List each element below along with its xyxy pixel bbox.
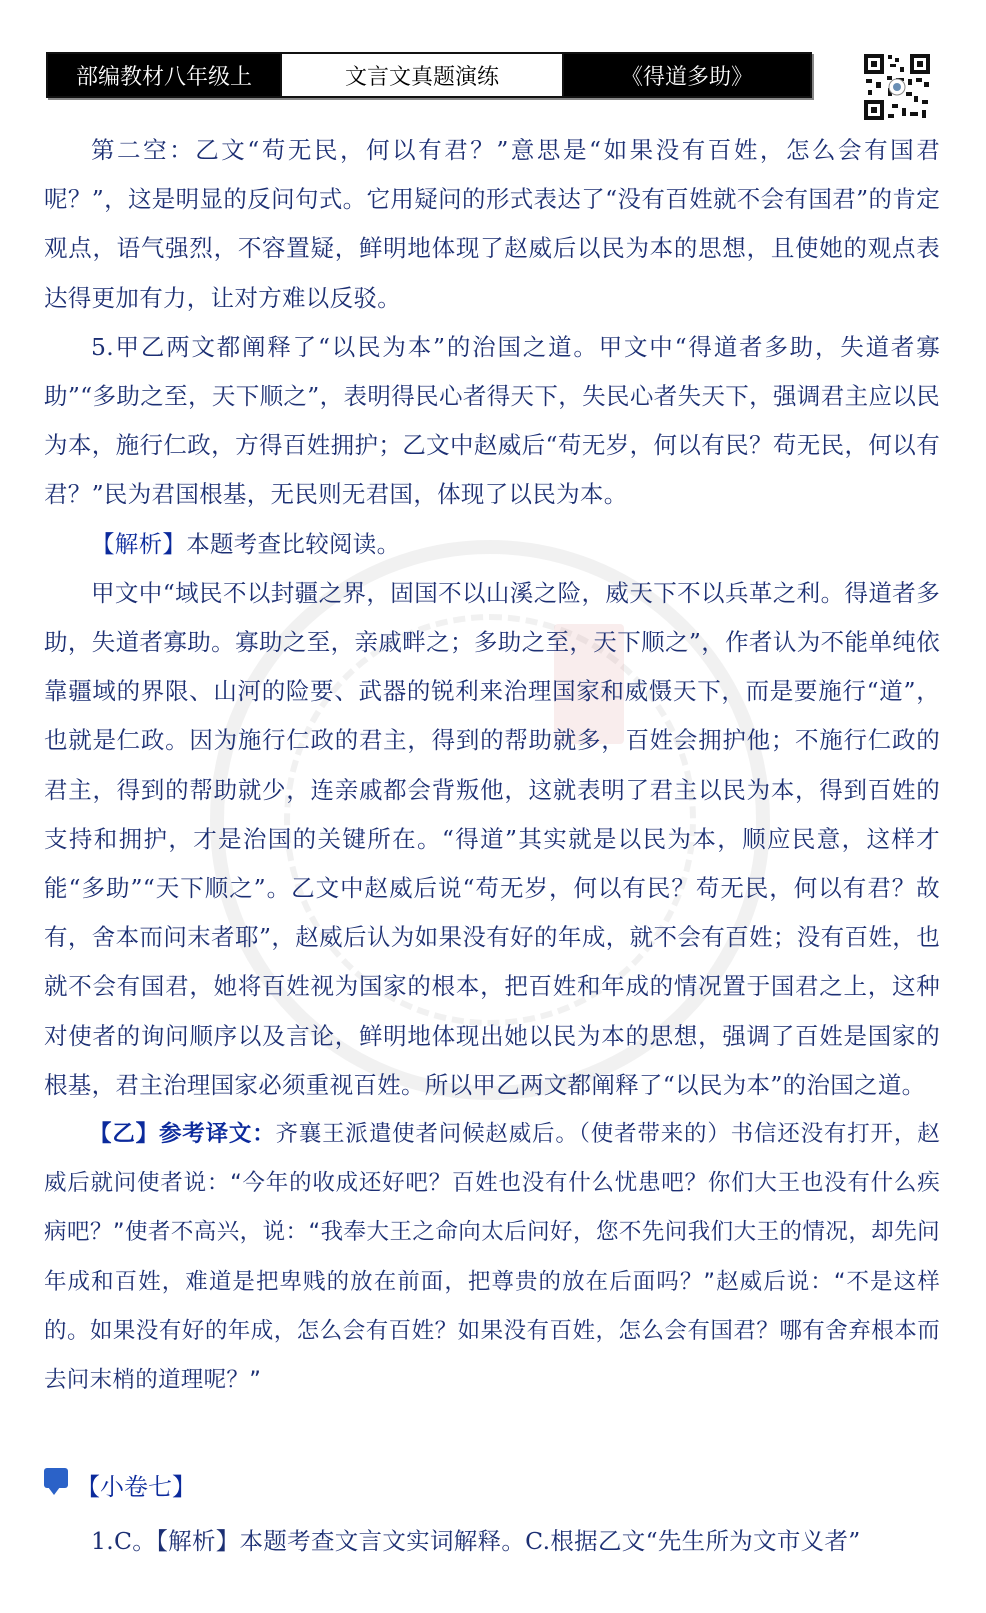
page-header xyxy=(46,52,812,98)
translation-paragraph xyxy=(44,1110,940,1405)
header-lesson-title: 《得道多助》 xyxy=(564,54,810,96)
paragraph: 第二空：乙文“苟无民，何以有君？”意思是“如果没有百姓，怎么会有国君呢？”，这是明显的反问句式。它用疑问的形式表达了“没有百姓就不会有国君”的肯定观点，语气强烈，不容置疑，鲜明地体现了赵威后以民为本的思想，且使她的观点表达得更加有力，让对方难以反驳。 xyxy=(44,136,940,312)
analysis-text: 本题考查比较阅读。 xyxy=(186,529,401,558)
analysis-label: 【解析】 xyxy=(91,529,187,558)
translation-text: 齐襄王派遣使者问候赵威后。（使者带来的）书信还没有打开，赵威后就问使者说：“今年的收成还好吧？百姓也没有什么忧患吧？你们大王也没有什么疾病吧？”使者不高兴，说：“我奉大王之命向太后问好，您不先问我们大王的情况，却先问年成和百姓，难道是把卑贱的放在前面，把尊贵的放在后面吗？”赵威后说：“不是这样的。如果没有好的年成，怎么会有百姓？如果没有百姓，怎么会有国君？哪有舍弃根本而去问末梢的道理呢？” xyxy=(44,1121,940,1394)
paragraph: 甲文中“域民不以封疆之界，固国不以山溪之险，威天下不以兵革之利。得道者多助，失道者寡助。寡助之至，亲戚畔之；多助之至，天下顺之”，作者认为不能单纯依靠疆域的界限、山河的险要、武器的锐利来治理国家和威慑天下，而是要施行“道”，也就是仁政。因为施行仁政的君主，得到的帮助就多，百姓会拥护他；不施行仁政的君主，得到的帮助就少，连亲戚都会背叛他，这就表明了君主以民为本，得到百姓的支持和拥护，才是治国的关键所在。“得道”其实就是以民为本，顺应民意，这样才能“多助”“天下顺之”。乙文中赵威后说“苟无岁，何以有民？苟无民，何以有君？故有，舍本而问末者耶”，赵威后认为如果没有好的年成，就不会有百姓；没有百姓，也就不会有国君，她将百姓视为国家的根本，把百姓和年成的情况置于国君之上，这种对使者的询问顺序以及言论，鲜明地体现出她以民为本的思想，强调了百姓是国家的根基，君主治理国家必须重视百姓。所以甲乙两文都阐释了“以民为本”的治国之道。 xyxy=(44,578,940,1099)
translation-label: 【乙】参考译文： xyxy=(89,1121,276,1148)
answer-content xyxy=(44,126,940,1405)
qr-code-icon xyxy=(862,52,932,122)
chat-bubble-icon xyxy=(44,1468,68,1488)
answer-line: 1.C。【解析】本题考查文言文实词解释。C.根据乙文“先生所为文市义者” xyxy=(91,1527,861,1555)
paragraph xyxy=(44,520,940,569)
paragraph: 5.甲乙两文都阐释了“以民为本”的治国之道。甲文中“得道者多助，失道者寡助”“多助之至，天下顺之”，表明得民心者得天下，失民心者失天下，强调君主应以民为本，施行仁政，方得百姓拥护；乙文中赵威后“苟无岁，何以有民？苟无民，何以有君？”民为君国根基，无民则无君国，体现了以民为本。 xyxy=(44,332,940,509)
header-grade-label: 部编教材八年级上 xyxy=(48,54,280,96)
section-title: 【小卷七】 xyxy=(76,1472,196,1501)
header-section-label: 文言文真题演练 xyxy=(280,54,564,96)
section-heading xyxy=(44,1462,196,1506)
